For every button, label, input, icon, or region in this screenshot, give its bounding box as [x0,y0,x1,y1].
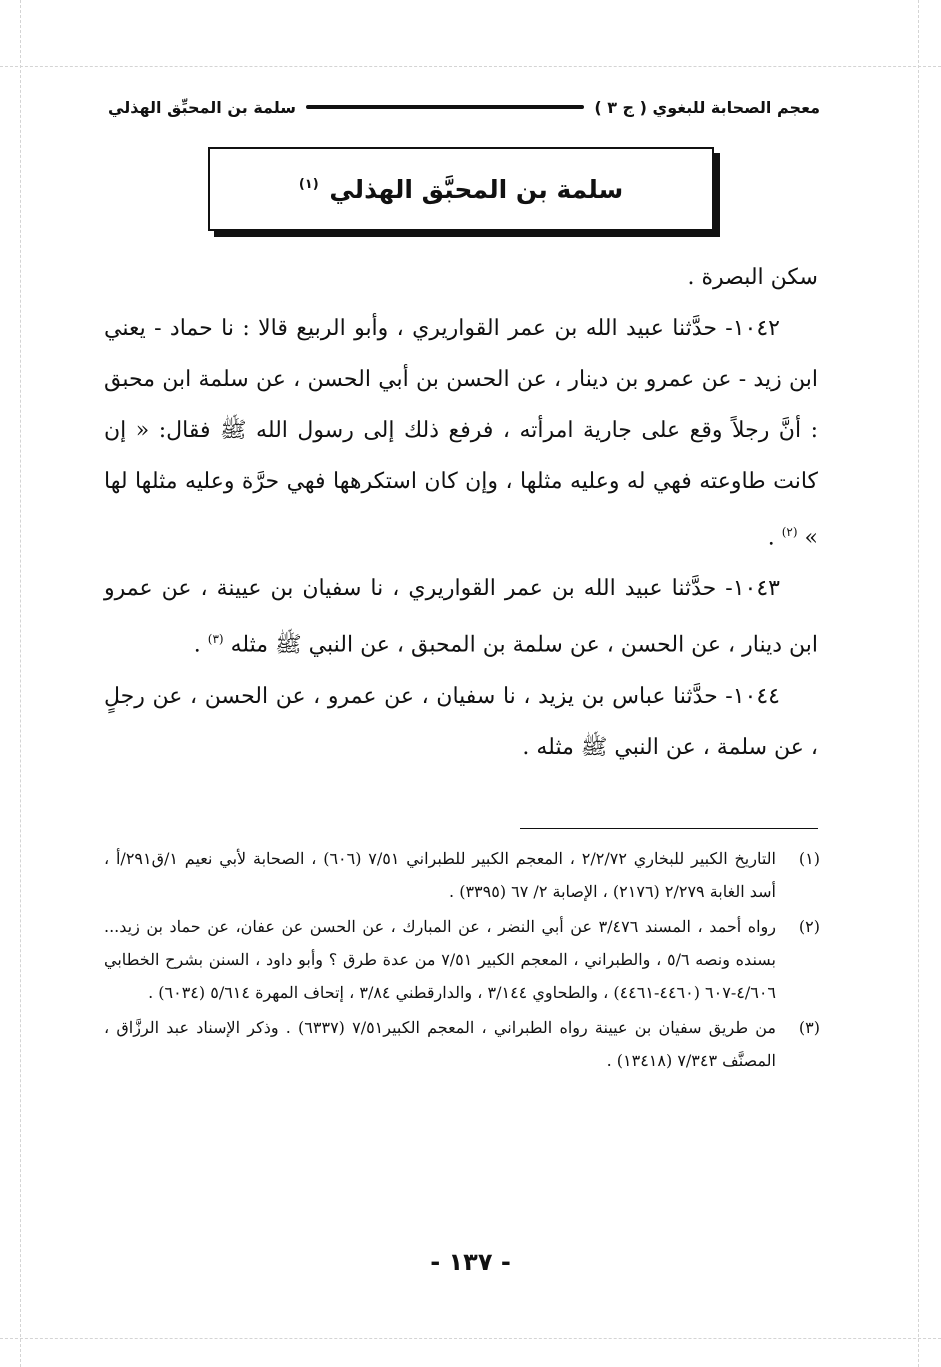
intro-line: سكن البصرة . [687,265,818,290]
footnote-item [104,1011,820,1077]
scan-guide-line [0,66,941,67]
header-rule [306,105,584,109]
hadith-end: . [767,525,782,551]
footnote-number: (٣) [798,1018,820,1037]
header-chapter-title: سلمة بن المحبِّق الهذلي [108,97,297,117]
scan-guide-line [20,0,21,1367]
footnote-item [104,842,820,908]
hadith-1044: ١٠٤٤- حدَّثنا عباس بن يزيد ، نا سفيان ، عن عمرو ، عن الحسن ، عن رجلٍ ، عن سلمة ، عن النبي ﷺ مثله . [104,683,818,760]
title-box [208,147,714,231]
footnote-ref: (٢) [781,525,798,539]
footnote-ref: (٣) [207,632,224,647]
header-book-title: معجم الصحابة للبغوي ( ج ٣ ) [594,97,820,117]
footnote-text: من طريق سفيان بن عيينة رواه الطبراني ، المعجم الكبير٧/٥١ (٦٣٣٧) . وذكر الإسناد عبد الرزَّاق ، المصنَّف ٧/٣٤٣ (١٣٤١٨) . [104,1018,777,1070]
scan-guide-line [918,0,919,1367]
title-text: سلمة بن المحبَّق الهذلي [329,174,624,204]
main-text [104,252,818,773]
page-title [299,175,623,204]
footnotes [104,842,820,1079]
footnote-number: (٢) [798,917,820,936]
footnote-text: التاريخ الكبير للبخاري ٢/٢/٧٢ ، المعجم الكبير للطبراني ٧/٥١ (٦٠٦) ، الصحابة لأبي نعيم ١/ق٢٩١/أ ، أسد الغابة ٢/٢٧٩ (٢١٧٦) ، الإصابة ٢/ ٦٧ (٣٣٩٥) . [104,849,776,901]
footnote-text: رواه أحمد ، المسند ٣/٤٧٦ عن أبي النضر ، عن المبارك ، عن الحسن عن عفان، عن حماد بن زيد... بسنده ونصه ٥/٦ ، والطبراني ، المعجم الكبير ٧/٥١ من عدة طرق ؟ وأبو داود ، السنن بشرح الخطابي ٤/٦٠٦-٦٠٧ (٤٤٦٠-٤٤٦١) ، والطحاوي ٣/١٤٤ ، والدارقطني ٣/٨٤ ، إتحاف المهرة ٥/٦١٤ (٦٠٣٤) . [104,917,777,1002]
running-header [108,92,820,122]
hadith-1043 [104,563,818,670]
footnote-number: (١) [798,849,820,868]
scan-guide-line [0,1338,941,1339]
footnote-separator [520,828,818,829]
hadith-1042 [104,303,818,563]
hadith-end: . [193,632,208,658]
title-footnote-ref: (١) [298,177,319,193]
hadith-text: ١٠٤٣- حدَّثنا عبيد الله بن عمر القواريري ، نا سفيان بن عيينة ، عن عمرو ابن دينار ، عن الحسن ، عن سلمة بن المحبق ، عن النبي ﷺ مثله [104,576,818,658]
hadith-text: ١٠٤٢- حدَّثنا عبيد الله بن عمر القواريري ، وأبو الربيع قالا : نا حماد - يعني ابن زيد - عن عمرو بن دينار ، عن الحسن بن أبي الحسن ، عن سلمة ابن محبق : أنَّ رجلاً وقع على جارية امرأته ، فرفع ذلك إلى رسول الله ﷺ فقال: « إن كانت طاوعته فهي له وعليه مثلها ، وإن كان استكرهها فهي حرَّة وعليه مثلها لها » [104,316,818,551]
page-number: - ١٣٧ - [430,1248,511,1276]
footnote-item [104,910,820,1009]
